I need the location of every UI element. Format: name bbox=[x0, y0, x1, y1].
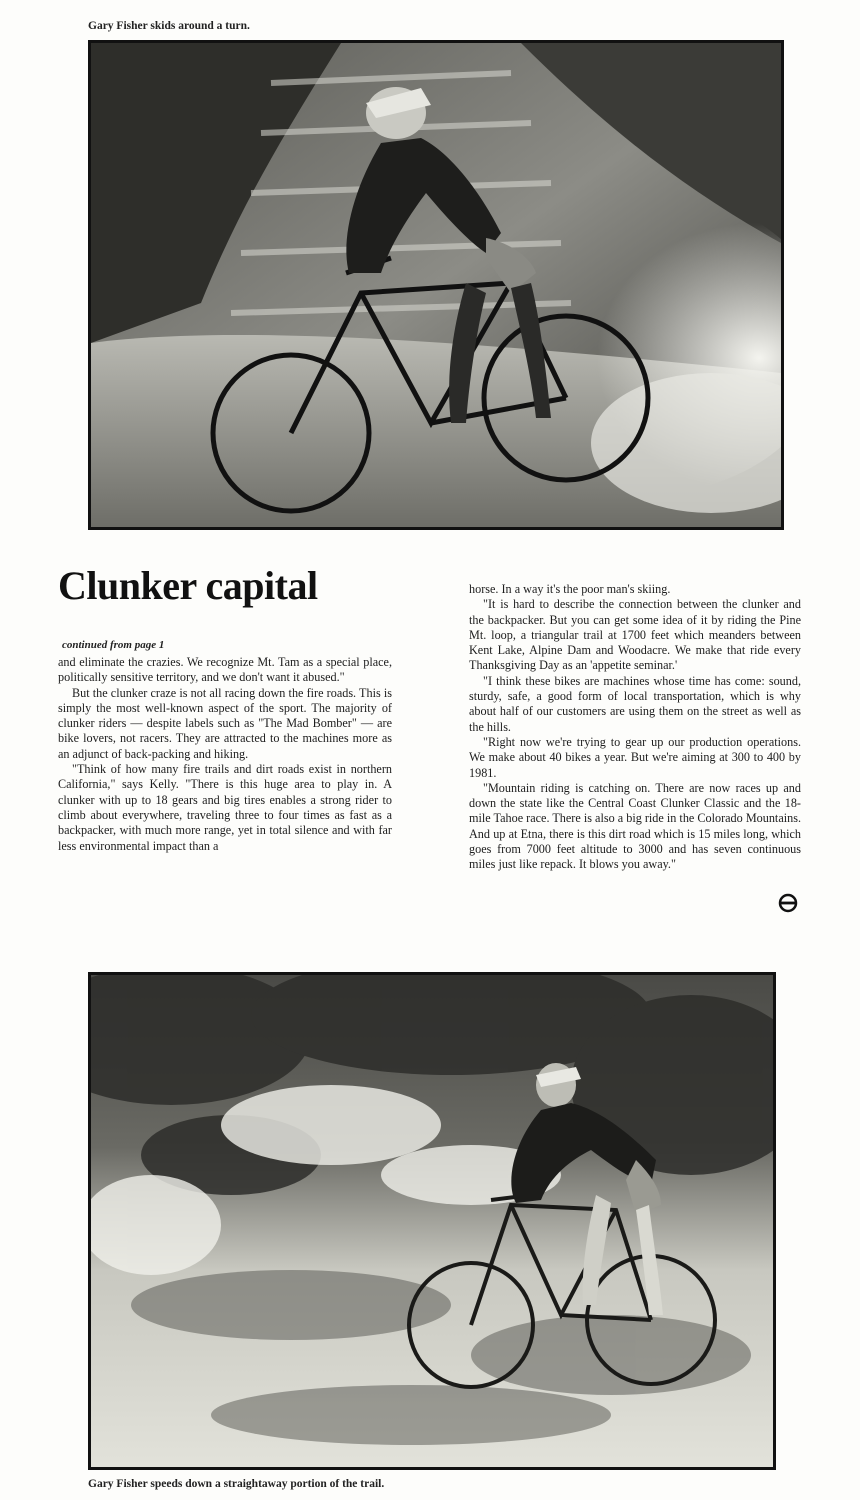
article-paragraph: "I think these bikes are machines whose time has come: sound, sturdy, safe, a good form of local transportation, which is why about half of our customers are using them on the street as well as the hills. bbox=[469, 673, 801, 734]
rider-skidding-photo bbox=[88, 40, 784, 530]
top-photo-caption: Gary Fisher skids around a turn. bbox=[88, 20, 250, 32]
article-paragraph: "Think of how many fire trails and dirt roads exist in northern California," says Kelly. "There is this huge area to play in. A clunker with up to 18 gears and big tires enables a strong rider to climb about everywhere, traveling three to four times as fast as a backpacker, with much more range, yet in total silence and with far less environmental impact than a bbox=[58, 762, 392, 853]
rider-speeding-photo bbox=[88, 972, 776, 1470]
article-paragraph: horse. In a way it's the poor man's skiing. bbox=[469, 582, 671, 596]
rider-speeding-illustration bbox=[91, 975, 773, 1467]
article-paragraph: "Right now we're trying to gear up our production operations. We make about 40 bikes a year. But we're aiming at 300 to 400 by 1981. bbox=[469, 734, 801, 780]
article-paragraph: and eliminate the crazies. We recognize Mt. Tam as a special place, politically sensitive territory, and we don't want it abused." bbox=[58, 655, 392, 685]
bottom-photo-caption: Gary Fisher speeds down a straightaway portion of the trail. bbox=[88, 1478, 385, 1490]
article-column-right bbox=[469, 582, 801, 873]
article-headline: Clunker capital bbox=[58, 563, 318, 608]
article-column-left bbox=[58, 655, 392, 854]
newspaper-end-mark-icon bbox=[778, 893, 798, 913]
article-paragraph: "It is hard to describe the connection between the clunker and the backpacker. But you can get some idea of it by riding the Pine Mt. loop, a triangular trail at 1700 feet which meanders between Kent Lake, Alpine Dam and Woodacre. We make that ride every Thanksgiving Day as an 'appetite seminar.' bbox=[469, 597, 801, 673]
continued-from-note: continued from page 1 bbox=[62, 639, 165, 651]
rider-skidding-illustration bbox=[91, 43, 781, 527]
article-paragraph: "Mountain riding is catching on. There are now races up and down the state like the Central Coast Clunker Classic and the 18-mile Tahoe race. There is also a big ride in the Colorado Mountains. And up at Etna, there is this dirt road which is 15 miles long, which goes from 7000 feet altitude to 3000 and has seven continuous miles just like repack. It blows you away." bbox=[469, 780, 801, 872]
article-paragraph: But the clunker craze is not all racing down the fire roads. This is simply the most well-known aspect of the sport. The majority of clunker riders — despite labels such as "The Mad Bomber" — are bike lovers, not racers. They are attracted to the machines more as an adjunct of back-packing and hiking. bbox=[58, 685, 392, 761]
